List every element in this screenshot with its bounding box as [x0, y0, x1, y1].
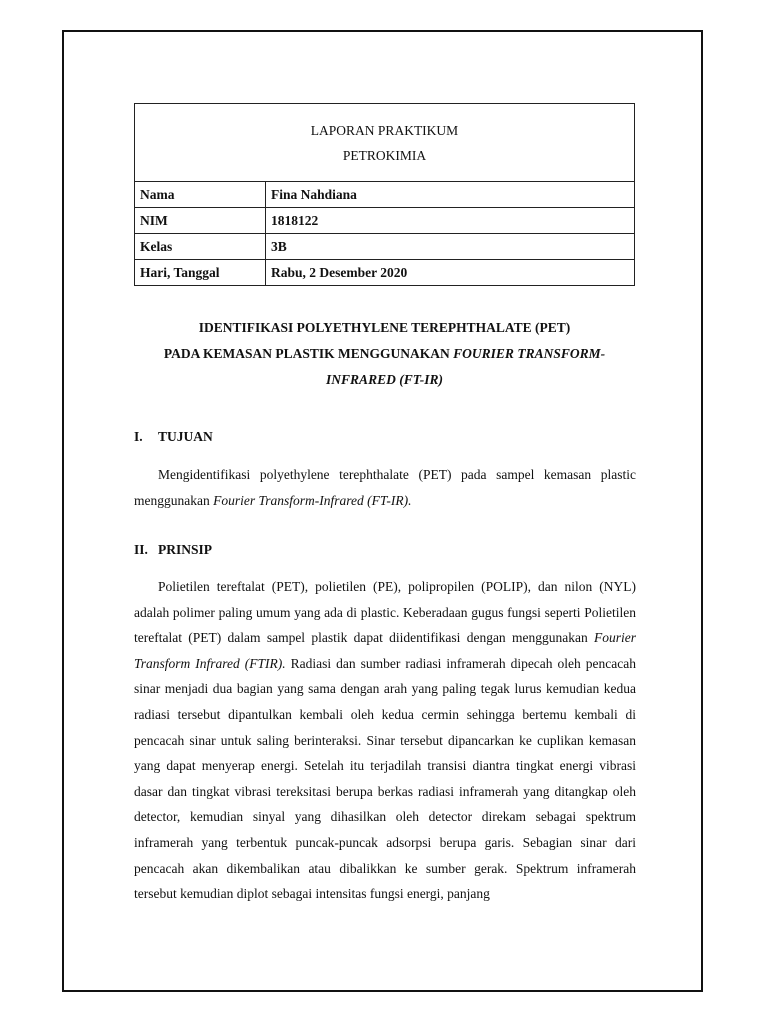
section-number-tujuan: I.	[134, 429, 143, 444]
document-title-line2-italic: FOURIER TRANSFORM-	[453, 346, 606, 361]
document-title-line2-normal: PADA KEMASAN PLASTIK MENGGUNAKAN	[163, 346, 454, 361]
table-row	[135, 182, 635, 208]
paragraph-tujuan-text: Mengidentifikasi polyethylene terephthalate (PET) pada sampel kemasan plastic menggunakan	[134, 467, 636, 508]
document-title	[134, 315, 635, 393]
section-number-prinsip: II.	[134, 542, 148, 557]
row-value-nim: 1818122	[266, 208, 635, 234]
section-heading-prinsip	[134, 542, 212, 558]
row-value-tanggal: Rabu, 2 Desember 2020	[266, 260, 635, 286]
report-header-table	[134, 103, 635, 286]
paragraph-tujuan-italic: Fourier Transform-Infrared (FT-IR).	[213, 492, 412, 508]
section-heading-tujuan	[134, 429, 213, 445]
row-label-kelas: Kelas	[135, 234, 266, 260]
table-row	[135, 260, 635, 286]
table-row	[135, 234, 635, 260]
paragraph-prinsip-text-1: Polietilen tereftalat (PET), polietilen (PE), polipropilen (POLIP), dan nilon (NYL) adalah polimer paling umum yang ada di plastic. Keberadaan gugus fungsi seperti Polietilen tereftalat (PET) dalam sampel plastik dapat diidentifikasi dengan menggunakan	[134, 579, 636, 646]
document-title-line2	[134, 341, 635, 367]
paragraph-prinsip-text-2: Radiasi dan sumber radiasi inframerah dipecah oleh pencacah sinar menjadi dua bagian yang sama dengan arah yang paling tegak lurus kemudian kedua radiasi tersebut dipantulkan kembali oleh kedua cermin sehingga bertemu kembali di pencacah sinar untuk saling berinteraksi. Sinar tersebut dipancarkan ke cuplikan kemasan yang dapat menyerap energi. Setelah itu terjadilah transisi diantra tingkat energi vibrasi dasar dan tingkat vibrasi tereksitasi berupa berkas radiasi inframerah yang ditangkap oleh detector, kemudian sinyal yang dihasilkan oleh detector direkam sebagai spektrum inframerah yang terbentuk puncak-puncak adsorpsi berupa garis. Sebagian sinar dari pencacah akan dikembalikan atau dibalikkan ke sumber gerak. Spektrum inframerah tersebut kemudian diplot sebagai intensitas fungsi energi, panjang	[134, 655, 636, 902]
document-title-line3-italic: INFRARED (FT-IR)	[326, 372, 443, 387]
row-label-nama: Nama	[135, 182, 266, 208]
paragraph-prinsip	[134, 574, 636, 907]
report-title: LAPORAN PRAKTIKUM	[310, 122, 459, 138]
row-value-nama: Fina Nahdiana	[266, 182, 635, 208]
paragraph-prinsip-italic: Fourier Transform Infrared (FTIR).	[134, 630, 636, 671]
paragraph-tujuan	[134, 462, 636, 513]
section-title-tujuan: TUJUAN	[158, 429, 213, 444]
row-label-tanggal: Hari, Tanggal	[135, 260, 266, 286]
table-row	[135, 208, 635, 234]
document-title-line3	[134, 367, 635, 393]
document-title-line1: IDENTIFIKASI POLYETHYLENE TEREPHTHALATE (PET)	[198, 320, 571, 335]
report-title-cell	[135, 104, 635, 182]
row-label-nim: NIM	[135, 208, 266, 234]
section-title-prinsip: PRINSIP	[158, 542, 213, 557]
report-subject: PETROKIMIA	[342, 147, 427, 163]
row-value-kelas: 3B	[266, 234, 635, 260]
